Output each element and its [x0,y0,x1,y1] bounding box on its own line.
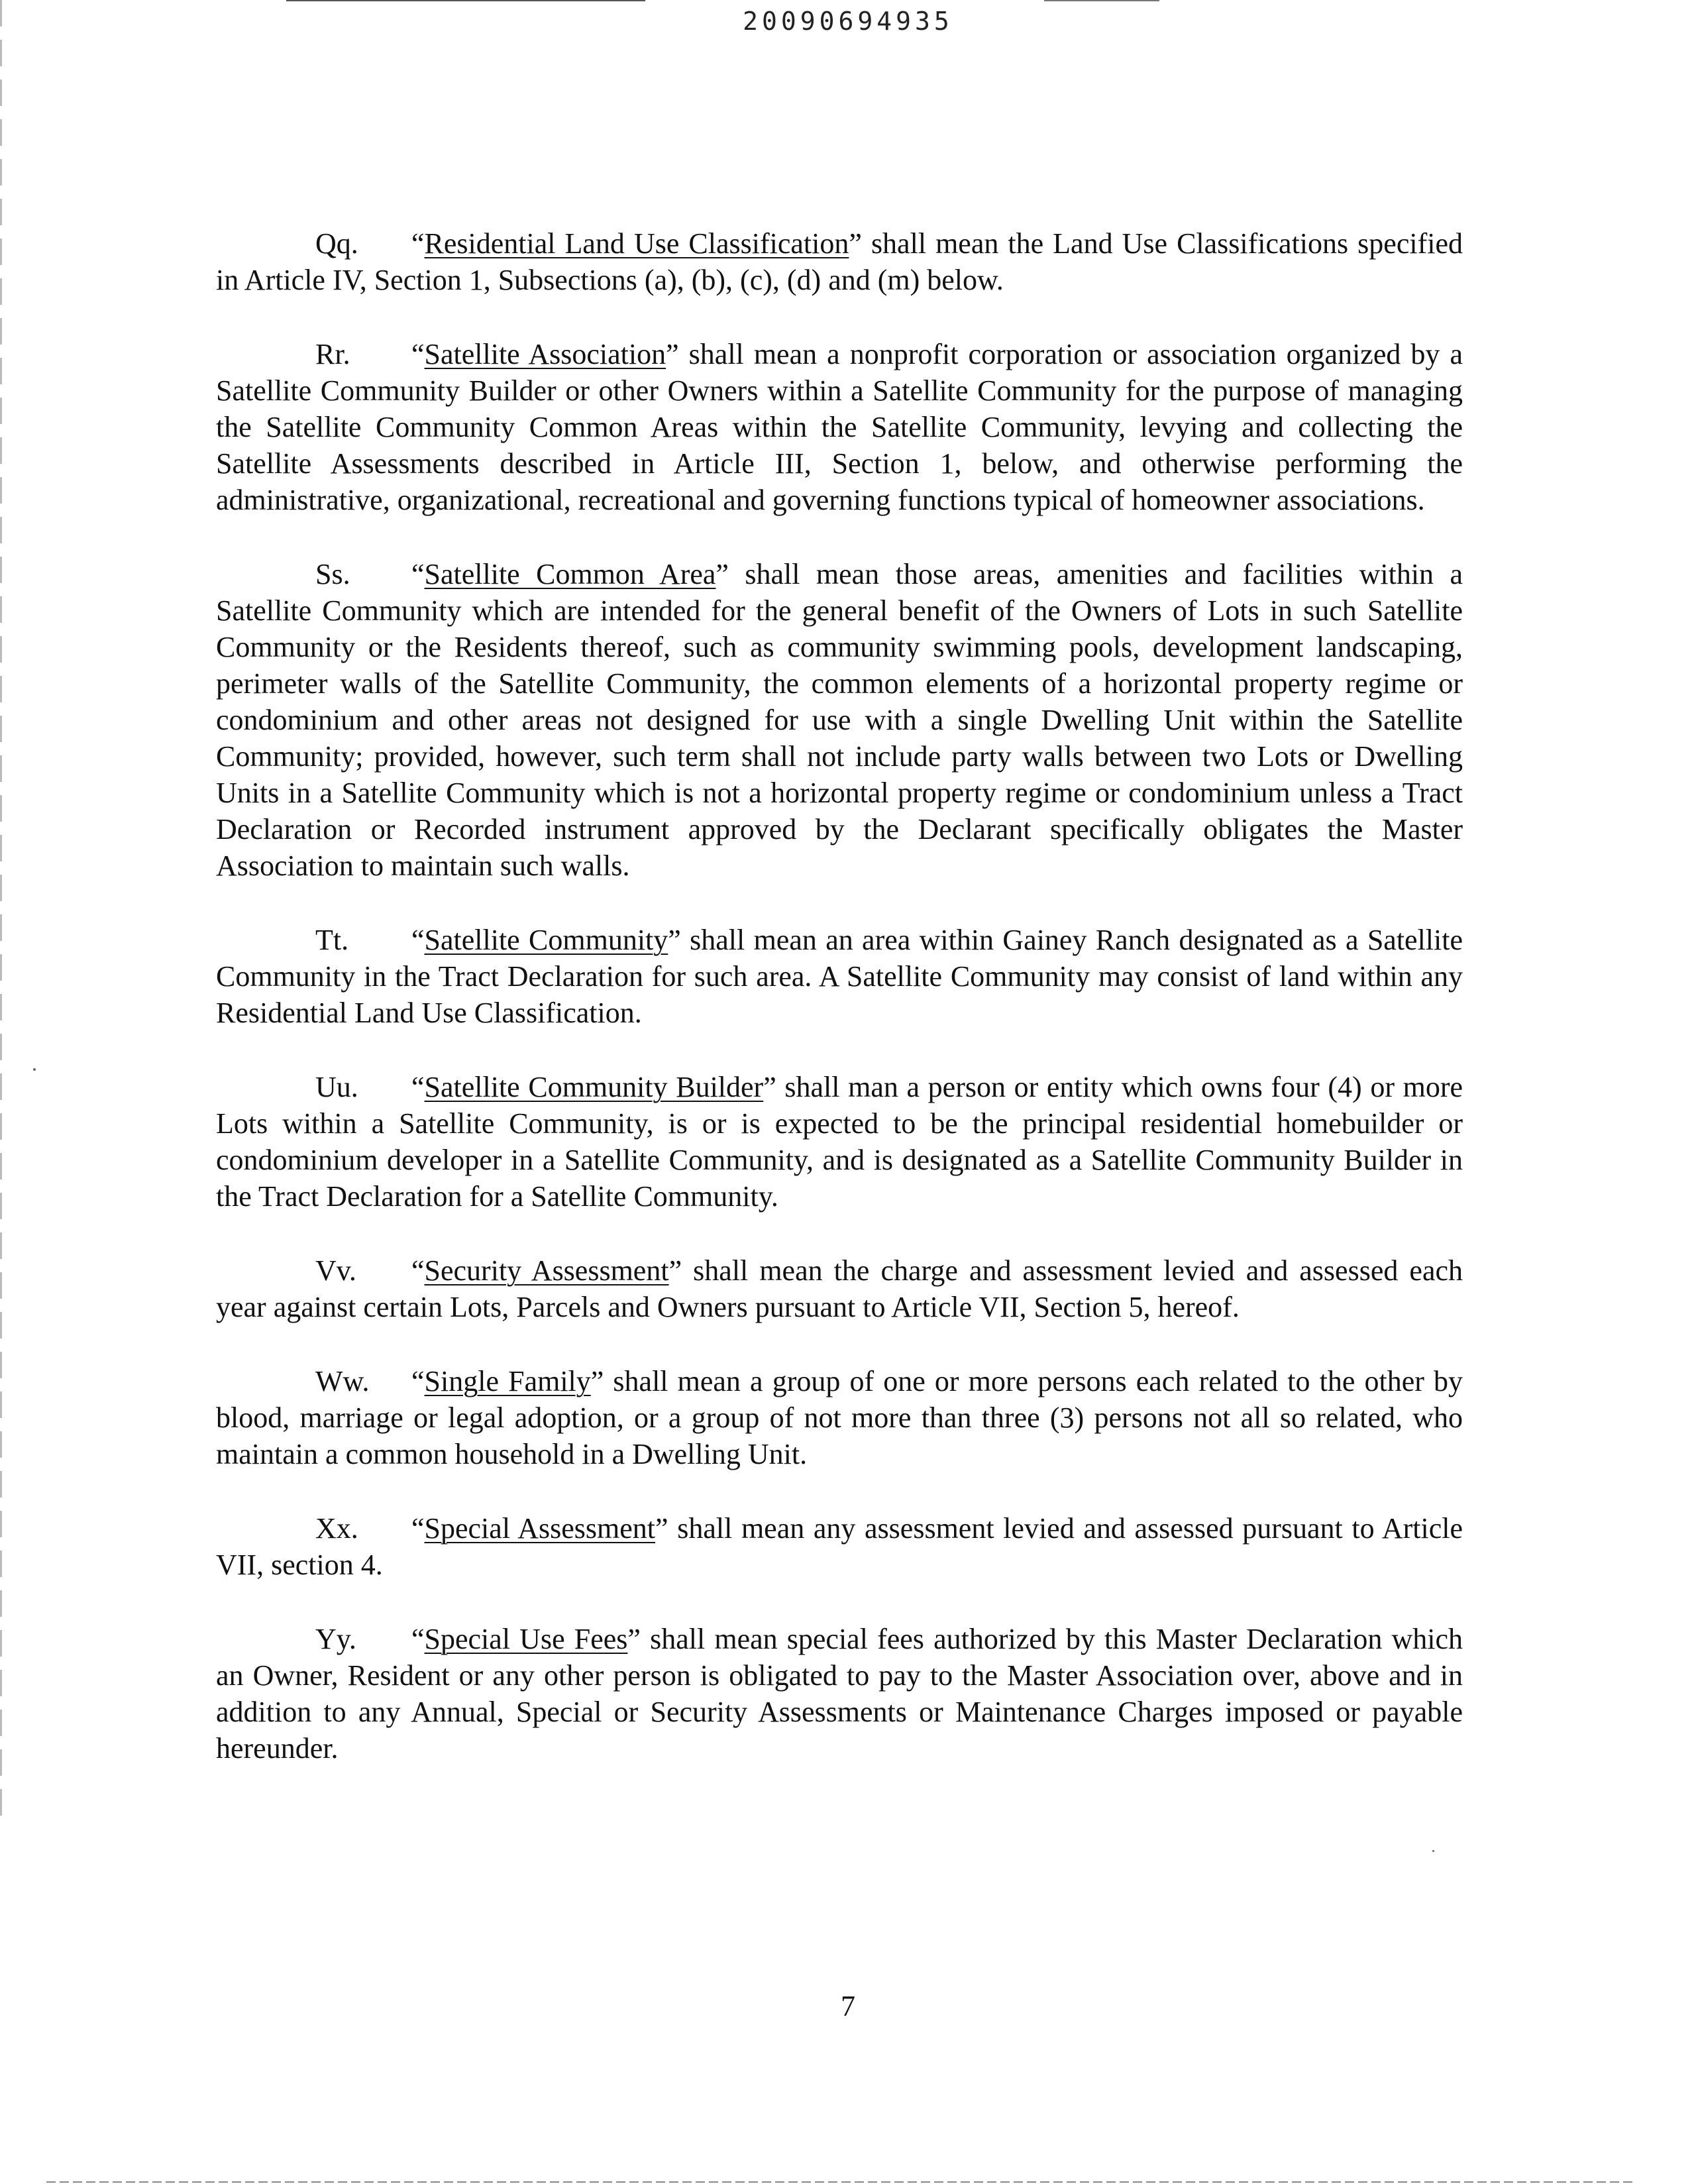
defined-term: Satellite Community [424,924,668,956]
definition-label: Qq. [315,227,358,260]
definition-body: shall mean special fees authorized by this Master Declaration which an Owner, Resident or any other person is obligated to pay to the Master Association over, above and in addition to any Annual, Special or Security Assessments or Maintenance Charges imposed or payable hereunder. [216,1623,1463,1765]
scan-artifact-top-right [1044,0,1159,1]
scan-artifact-bottom [46,2181,1636,2183]
definition-label: Uu. [315,1071,358,1103]
defined-term: Satellite Community Builder [424,1071,764,1103]
defined-term: Residential Land Use Classification [424,227,849,260]
definition-body: shall mean the Land Use Classifications specified in Article IV, Section 1, Subsections (a), (b), (c), (d) and (m) below. [216,227,1463,296]
definition-body: shall mean the charge and assessment levied and assessed each year against certain Lots, Parcels and Owners pursuant to Article VII, Section 5, hereof. [216,1254,1463,1323]
scan-speck [1432,1850,1434,1852]
definition-paragraph: Xx. “Special Assessment” shall mean any assessment levied and assessed pursuant to Article VII, section 4. [216,1510,1463,1583]
definition-label: Tt. [315,924,349,956]
defined-term: Single Family [424,1365,591,1397]
defined-term: Special Assessment [424,1512,656,1545]
definition-paragraph: Yy. “Special Use Fees” shall mean special fees authorized by this Master Declaration which an Owner, Resident or any other person is obligated to pay to the Master Association over, above and in addition to any Annual, Special or Security Assessments or Maintenance Charges imposed or payable hereunder. [216,1621,1463,1767]
defined-term: Security Assessment [424,1254,669,1287]
definition-label: Xx. [315,1512,358,1545]
definition-paragraph: Qq. “Residential Land Use Classification” shall mean the Land Use Classifications specified in Article IV, Section 1, Subsections (a), (b), (c), (d) and (m) below. [216,225,1463,298]
definition-paragraph: Rr. “Satellite Association” shall mean a nonprofit corporation or association organized by a Satellite Community Builder or other Owners within a Satellite Community for the purpose of managing the Satellite Community Common Areas within the Satellite Community, levying and collecting the Satellite Assessments described in Article III, Section 1, below, and otherwise performing the administrative, organizational, recreational and governing functions typical of homeowner associations. [216,336,1463,518]
definition-body: shall mean a group of one or more persons each related to the other by blood, marriage or legal adoption, or a group of not more than three (3) persons not all so related, who maintain a common household in a Dwelling Unit. [216,1365,1463,1470]
scan-artifact-top-left [286,0,645,1]
definition-paragraph: Uu. “Satellite Community Builder” shall man a person or entity which owns four (4) or more Lots within a Satellite Community, is or is expected to be the principal residential homebuilder or condominium developer in a Satellite Community, and is designated as a Satellite Community Builder in the Tract Declaration for a Satellite Community. [216,1069,1463,1215]
defined-term: Satellite Common Area [424,558,716,590]
definition-paragraph: Ww. “Single Family” shall mean a group of one or more persons each related to the other by blood, marriage or legal adoption, or a group of not more than three (3) persons not all so related, who maintain a common household in a Dwelling Unit. [216,1363,1463,1472]
defined-term: Special Use Fees [424,1623,628,1655]
definition-body: shall mean those areas, amenities and facilities within a Satellite Community which are intended for the general benefit of the Owners of Lots in such Satellite Community or the Residents thereof, such as community swimming pools, development landscaping, perimeter walls of the Satellite Community, the common elements of a horizontal property regime or condominium and other areas not designed for use with a single Dwelling Unit within the Satellite Community; provided, however, such term shall not include party walls between two Lots or Dwelling Units in a Satellite Community which is not a horizontal property regime or condominium unless a Tract Declaration or Recorded instrument approved by the Declarant specifically obligates the Master Association to maintain such walls. [216,558,1463,882]
scan-speck [33,1068,36,1071]
definition-label: Ss. [315,558,350,590]
definition-body: shall mean a nonprofit corporation or association organized by a Satellite Community Builder or other Owners within a Satellite Community for the purpose of managing the Satellite Community Common Areas within the Satellite Community, levying and collecting the Satellite Assessments described in Article III, Section 1, below, and otherwise performing the administrative, organizational, recreational and governing functions typical of homeowner associations. [216,338,1463,516]
page-number: 7 [841,1990,855,2022]
definition-body: shall mean an area within Gainey Ranch designated as a Satellite Community in the Tract Declaration for such area. A Satellite Community may consist of land within any Residential Land Use Classification. [216,924,1463,1029]
definition-body: shall man a person or entity which owns four (4) or more Lots within a Satellite Community, is or is expected to be the principal residential homebuilder or condominium developer in a Satellite Community, and is designated as a Satellite Community Builder in the Tract Declaration for a Satellite Community. [216,1071,1463,1213]
scan-artifact-left-edge [0,0,2,1816]
definition-paragraph: Tt. “Satellite Community” shall mean an area within Gainey Ranch designated as a Satellite Community in the Tract Declaration for such area. A Satellite Community may consist of land within any Residential Land Use Classification. [216,922,1463,1031]
definition-label: Yy. [315,1623,356,1655]
definition-paragraph: Ss. “Satellite Common Area” shall mean those areas, amenities and facilities within a Satellite Community which are intended for the general benefit of the Owners of Lots in such Satellite Community or the Residents thereof, such as community swimming pools, development landscaping, perimeter walls of the Satellite Community, the common elements of a horizontal property regime or condominium and other areas not designed for use with a single Dwelling Unit within the Satellite Community; provided, however, such term shall not include party walls between two Lots or Dwelling Units in a Satellite Community which is not a horizontal property regime or condominium unless a Tract Declaration or Recorded instrument approved by the Declarant specifically obligates the Master Association to maintain such walls. [216,556,1463,884]
definition-label: Vv. [315,1254,356,1287]
definitions-list [216,225,1463,1804]
document-number: 20090694935 [743,7,953,36]
definition-body: shall mean any assessment levied and assessed pursuant to Article VII, section 4. [216,1512,1463,1581]
definition-label: Rr. [315,338,350,370]
defined-term: Satellite Association [424,338,666,370]
definition-label: Ww. [315,1365,370,1397]
definition-paragraph: Vv. “Security Assessment” shall mean the charge and assessment levied and assessed each year against certain Lots, Parcels and Owners pursuant to Article VII, Section 5, hereof. [216,1252,1463,1325]
